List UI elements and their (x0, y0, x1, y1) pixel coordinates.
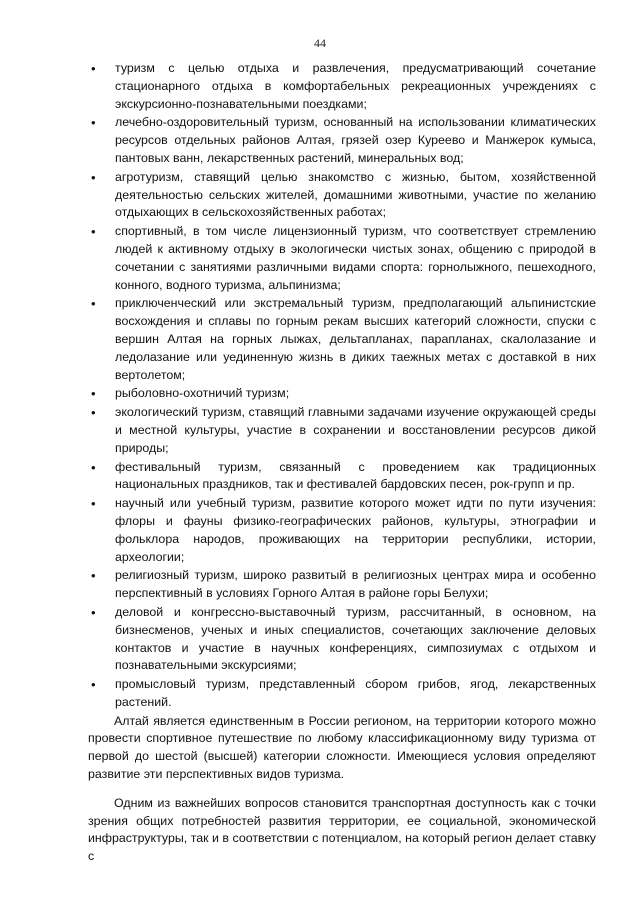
tourism-types-list (88, 60, 596, 712)
body-paragraph: Алтай является единственным в России регионом, на территории которого можно провести спортивное путешествие по любому классификационному виду туризма от первой до шестой (высшей) категории сложности. Имеющиеся условия определяют развитие эти перспективных видов туризма. (88, 713, 596, 782)
list-item: • спортивный, в том числе лицензионный туризм, что соответствует стремлению людей к активному отдыху в экологически чистых зонах, общению с природой в сочетании с занятиями различными видами спорта: горнолыжного, пешеходного, конного, водного туризма, альпинизма; (88, 223, 596, 294)
list-item: • агротуризм, ставящий целью знакомство с жизнью, бытом, хозяйственной деятельностью сельских жителей, домашними животными, участие по желанию отдыхающих в сельскохозяйственных работах; (88, 169, 596, 222)
page-number: 44 (314, 36, 326, 50)
list-item: • деловой и конгрессно-выставочный туризм, рассчитанный, в основном, на бизнесменов, ученых и иных специалистов, сочетающих заключение деловых контактов и участие в научных конференциях, симпозиумах с отдыхом и познавательными экскурсиями; (88, 604, 596, 675)
list-item: • лечебно-оздоровительный туризм, основанный на использовании климатических ресурсов отдельных районов Алтая, грязей озер Куреево и Манжерок кумыса, пантовых ванн, лекарственных растений, минеральных вод; (88, 114, 596, 167)
list-item: • фестивальный туризм, связанный с проведением как традиционных национальных праздников, так и фестивалей бардовских песен, рок-групп и пр. (88, 459, 596, 495)
list-item: • приключенческий или экстремальный туризм, предполагающий альпинистские восхождения и сплавы по горным рекам высших категорий сложности, спуски с вершин Алтая на горных лыжах, дельтапланах, парапланах, скалолазание и ледолазание или уединенную жизнь в диких таежных метах с доставкой в них вертолетом; (88, 295, 596, 384)
list-item: • научный или учебный туризм, развитие которого может идти по пути изучения: флоры и фауны физико-географических районов, культуры, этнографии и фольклора народов, проживающих на территории республики, истории, археологии; (88, 495, 596, 566)
list-item: • промысловый туризм, представленный сбором грибов, ягод, лекарственных растений. (88, 676, 596, 712)
body-paragraph: Одним из важнейших вопросов становится транспортная доступность как с точки зрения общих потребностей развития территории, ее социальной, экономической инфраструктуры, так и в соответствии с потенциалом, на который регион делает ставку с (88, 795, 596, 864)
page-content (88, 60, 596, 866)
list-item: • религиозный туризм, широко развитый в религиозных центрах мира и особенно перспективный в условиях Горного Алтая в районе горы Белухи; (88, 567, 596, 603)
list-item: • экологический туризм, ставящий главными задачами изучение окружающей среды и местной культуры, участие в сохранении и восстановлении ресурсов дикой природы; (88, 404, 596, 457)
list-item: • туризм с целью отдыха и развлечения, предусматривающий сочетание стационарного отдыха в комфортабельных рекреационных учреждениях с экскурсионно-познавательными поездками; (88, 60, 596, 113)
list-item: • рыболовно-охотничий туризм; (88, 385, 596, 403)
